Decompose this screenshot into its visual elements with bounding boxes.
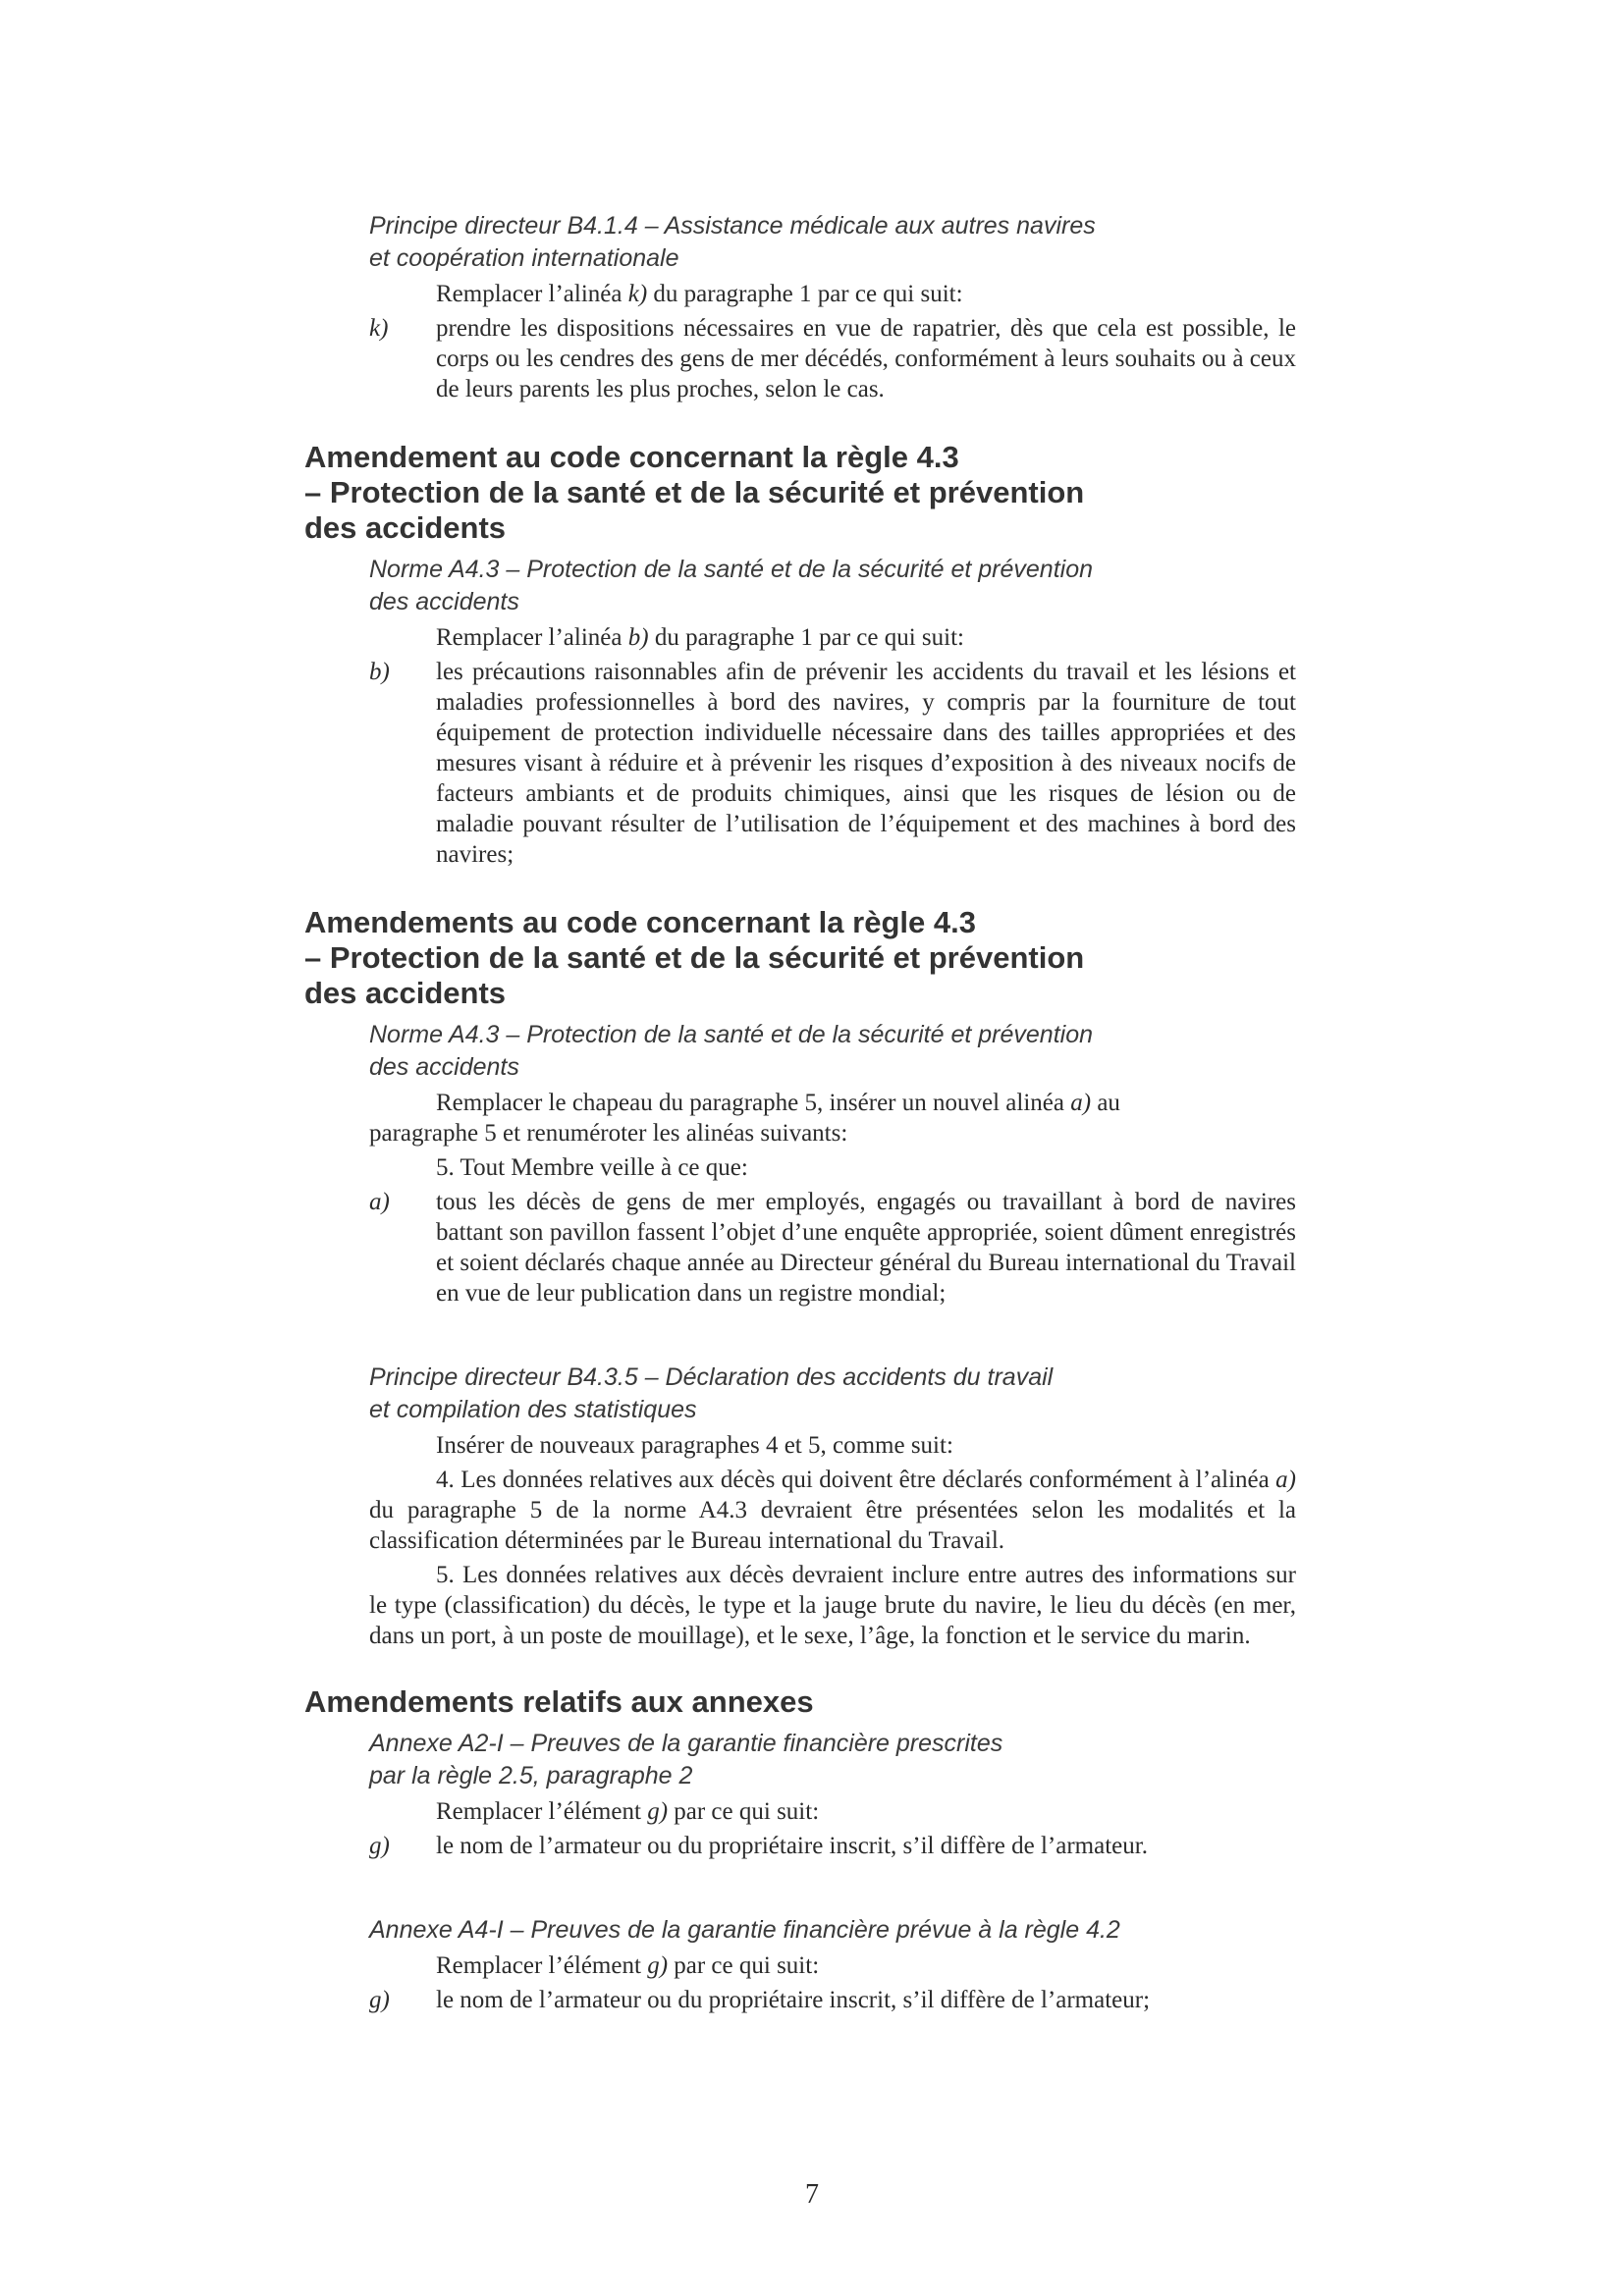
item-text: le nom de l’armateur ou du propriétaire inscrit, s’il diffère de l’armateur; xyxy=(436,1987,1151,2013)
instruction-a2i xyxy=(436,1796,1296,1827)
item-label: k) xyxy=(369,315,389,342)
heading-line2: – Protection de la santé et de la sécurité et prévention xyxy=(304,475,1085,509)
item-label: b) xyxy=(369,659,390,685)
instruction-text: au xyxy=(1091,1090,1120,1116)
instruction-text: du paragraphe 1 par ce qui suit: xyxy=(648,624,964,651)
instruction-ref: a) xyxy=(1070,1090,1092,1116)
item-text: le nom de l’armateur ou du propriétaire inscrit, s’il diffère de l’armateur. xyxy=(436,1833,1148,1859)
item-label: g) xyxy=(369,1987,390,2013)
instruction-text: Remplacer le chapeau du paragraphe 5, insérer un nouvel alinéa xyxy=(436,1090,1071,1116)
section-annexes xyxy=(304,1684,1296,1861)
instruction-a43-par5 xyxy=(436,1088,1296,1118)
instruction-b414 xyxy=(436,279,1296,309)
paragraph-text: 4. Les données relatives aux décès qui doivent être déclarés conformément à l’alinéa xyxy=(436,1467,1276,1493)
instruction-ref: g) xyxy=(647,1798,669,1825)
instruction-text: par ce qui suit: xyxy=(668,1952,820,1979)
instruction-continuation: paragraphe 5 et renuméroter les alinéas suivants: xyxy=(369,1120,848,1147)
list-item-a xyxy=(369,1187,1296,1308)
instruction-text: Remplacer l’alinéa xyxy=(436,624,628,651)
item-text: prendre les dispositions nécessaires en vue de rapatrier, dès que cela est possible, le corps ou les cendres des gens de mer décédés, conformément à leurs souhaits ou à ceux de leurs parents les plus proches, selon le cas. xyxy=(436,315,1296,402)
paragraph-5-lead: 5. Tout Membre veille à ce que: xyxy=(436,1154,748,1181)
section-amendments-4-3 xyxy=(304,905,1296,1308)
paragraph-5: 5. Les données relatives aux décès devraient inclure entre autres des informations sur le type (classification) du décès, le type et la jauge brute du navire, le lieu du décès (en mer, dans un port, à un poste de mouillage), et le sexe, l’âge, la fonction et le service du marin. xyxy=(369,1562,1296,1649)
section-b435 xyxy=(304,1362,1296,1651)
instruction-a43 xyxy=(436,622,1296,653)
paragraph-4 xyxy=(369,1465,1296,1556)
instruction-text: par ce qui suit: xyxy=(668,1798,820,1825)
heading-annexes: Amendements relatifs aux annexes xyxy=(304,1684,814,1719)
instruction-ref: g) xyxy=(647,1952,669,1979)
item-label: a) xyxy=(369,1189,390,1215)
instruction-text: du paragraphe 1 par ce qui suit: xyxy=(647,281,963,307)
instruction-ref: k) xyxy=(627,281,648,307)
subheading-b414-line1: Principe directeur B4.1.4 – Assistance médicale aux autres navires xyxy=(369,212,1096,240)
paragraph-text: du paragraphe 5 de la norme A4.3 devraient être présentées selon les modalités et la classification déterminées par le Bureau international du Travail. xyxy=(369,1497,1296,1554)
section-b414 xyxy=(304,210,1296,404)
instruction-text: Remplacer l’élément xyxy=(436,1798,648,1825)
instruction-text: Remplacer l’élément xyxy=(436,1952,648,1979)
subheading-a4i: Annexe A4-I – Preuves de la garantie financière prévue à la règle 4.2 xyxy=(369,1916,1120,1944)
heading-line1: Amendements au code concernant la règle 4.3 xyxy=(304,905,976,939)
heading-line1: Amendement au code concernant la règle 4.3 xyxy=(304,440,959,474)
subheading-a43-line2: des accidents xyxy=(369,588,519,615)
instruction-text: Remplacer l’alinéa xyxy=(436,281,628,307)
item-text: les précautions raisonnables afin de prévenir les accidents du travail et les lésions et maladies professionnelles à bord des navires, y compris par la fourniture de tout équipement de protection individuelle nécessaire dans des tailles appropriées et des mesures visant à réduire et à prévenir les risques d’exposition à des niveaux nocifs de facteurs ambiants et de produits chimiques, ainsi que les risques de lésion ou de maladie pouvant résulter de l’utilisation de l’équipement et des machines à bord des navires; xyxy=(436,659,1296,868)
item-text: tous les décès de gens de mer employés, engagés ou travaillant à bord de navires battant son pavillon fassent l’objet d’une enquête appropriée, soient dûment enregistrés et soient déclarés chaque année au Directeur général du Bureau international du Travail en vue de leur publication dans un registre mondial; xyxy=(436,1189,1296,1307)
subheading-a43-line2: des accidents xyxy=(369,1053,519,1081)
heading-line3: des accidents xyxy=(304,510,507,545)
subheading-b435-line2: et compilation des statistiques xyxy=(369,1396,697,1423)
subheading-b435-line1: Principe directeur B4.3.5 – Déclaration des accidents du travail xyxy=(369,1363,1054,1391)
instruction-b435: Insérer de nouveaux paragraphes 4 et 5, comme suit: xyxy=(436,1432,953,1459)
subheading-a43-line1: Norme A4.3 – Protection de la santé et de la sécurité et prévention xyxy=(369,556,1093,583)
section-amendment-4-3 xyxy=(304,440,1296,870)
page-content xyxy=(304,210,1296,2015)
instruction-a4i xyxy=(436,1950,1296,1981)
subheading-a2i-line2: par la règle 2.5, paragraphe 2 xyxy=(369,1762,693,1789)
paragraph-ref: a) xyxy=(1275,1467,1296,1493)
section-a4i xyxy=(304,1914,1296,2015)
list-item-g xyxy=(369,1831,1296,1861)
page-number: 7 xyxy=(805,2179,819,2210)
subheading-a2i-line1: Annexe A2-I – Preuves de la garantie financière prescrites xyxy=(369,1730,1003,1757)
list-item-b xyxy=(369,657,1296,870)
subheading-b414-line2: et coopération internationale xyxy=(369,244,679,272)
heading-line2: – Protection de la santé et de la sécurité et prévention xyxy=(304,940,1085,975)
item-label: g) xyxy=(369,1833,390,1859)
instruction-ref: b) xyxy=(627,624,649,651)
heading-line3: des accidents xyxy=(304,976,507,1010)
list-item-k xyxy=(369,313,1296,404)
list-item-g xyxy=(369,1985,1296,2015)
subheading-a43-line1: Norme A4.3 – Protection de la santé et de la sécurité et prévention xyxy=(369,1021,1093,1048)
